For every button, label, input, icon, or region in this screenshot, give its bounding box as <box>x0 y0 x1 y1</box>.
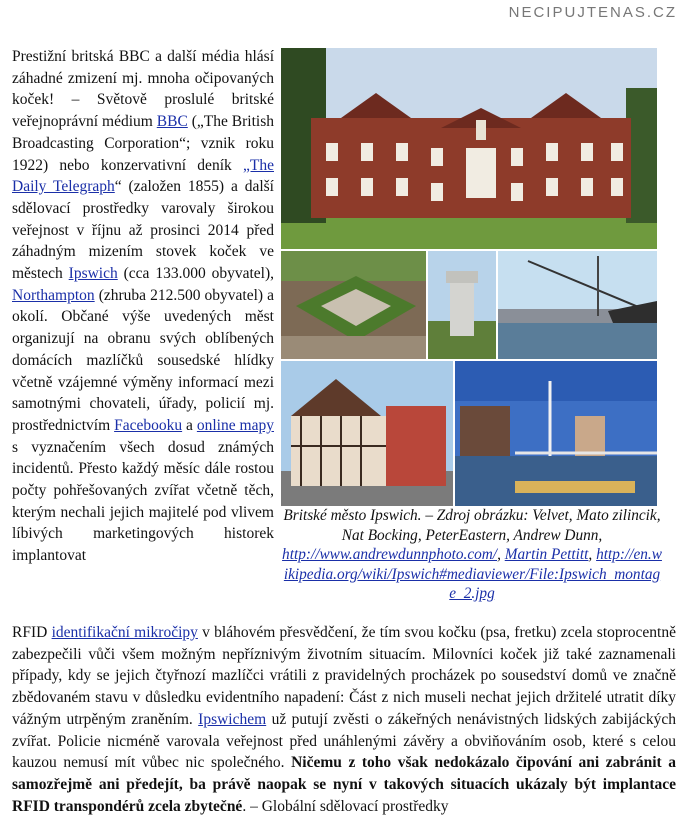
text-span: s vyznačením všech dosud známých incidentů. Přesto každý měsíc dále rostou počty pohřešovaných zvířat včetně těch, kterým nechali jejich majitelé pod vlivem líbivých marketingových historek implantovat <box>12 438 274 565</box>
article-full-width-text <box>12 622 676 817</box>
caption-separator: , <box>497 546 505 563</box>
water-tower-photo <box>428 251 496 359</box>
caption-separator: , <box>588 546 597 563</box>
text-span: Prestižní britská BBC a další média hlásí záhadné zmizení mj. mnoha očipovaných koček! – Světově proslulé britské veřejnoprávní médium <box>12 48 274 131</box>
text-span: “ (založen 1855) a další sdělovací prostředky varovaly širokou veřejnost v říjnu až prosinci 2014 před záhadným mizením stovek koček ve městech <box>12 178 274 283</box>
text-span: v bláhovém přesvědčení, že tím svou kočku (psa, fretku) zcela stoprocentně zabezpečili vůči všem možným nepříznivým životním situacím. Milovníci koček již také zaznamenali případy, kdy se jejich čtyřnozí mazlíčci vrátili z pravidelných procházek po sousedství domů ve značně zbědovaném stavu v důsledku evidentního napadení: Část z nich museli nechat jejich držitelé utratit díky vážným utrpěným zraněním. <box>12 624 676 728</box>
site-watermark: NECIPUJTENAS.CZ <box>508 4 677 21</box>
andrew-dunn-photo-link[interactable]: http://www.andrewdunnphoto.com/ <box>282 546 498 563</box>
aerial-view-photo <box>281 251 426 359</box>
online-map-link[interactable]: online mapy <box>196 416 274 434</box>
text-span: a <box>182 416 197 434</box>
text-span: (cca 133.000 obyvatel), <box>117 265 274 283</box>
photo-caption <box>281 506 663 604</box>
text-span: (zhruba 212.500 obyvatel) a okolí. Občané výše uvedených měst organizují na obranu svých oblíbených domácích mazlíčků sousedské hlídky včetně vzájemné výměny informací mezi samotnými chovateli, úřady, policií mj. prostřednictvím <box>12 286 274 434</box>
text-span: . – Globální sdělovací prostředky <box>242 797 449 815</box>
text-span: („The British Broadcasting Corporation“; vznik roku 1922) nebo konzervativní deník <box>12 113 275 174</box>
caption-text: Britské město Ipswich. – Zdroj obrázku: Velvet, Mato zilincik, Nat Bocking, PeterEastern, Andrew Dunn, <box>283 507 661 544</box>
facebook-link[interactable]: Facebooku <box>114 416 183 434</box>
identification-microchips-link[interactable]: identifikační mikročipy <box>51 624 198 641</box>
bold-statement: Ničemu z toho však nedokázalo čipování ani zabránit a samozřejmě ani předejít, ba právě naopak se nyní v takových situacích ukázaly být implantace RFID transpondérů zcela zbytečné <box>12 754 676 815</box>
martin-pettitt-link[interactable]: Martin Pettitt <box>504 546 589 563</box>
ancient-house-photo <box>281 361 453 506</box>
ipswich-link[interactable]: Ipswich <box>68 265 118 283</box>
ipswich-link-2[interactable]: Ipswichem <box>198 710 267 728</box>
text-span: už putují zvěsti o zákeřných nenávistných lidských zabijáckých zvířat. Policie nicméně varovala veřejnost před unáhlenými závěry a obviňováním osob, které s celou kauzou nemusí mít vůbec nic společného. <box>12 710 676 772</box>
northampton-link[interactable]: Northampton <box>12 286 95 304</box>
marina-ship-photo <box>498 251 657 359</box>
christchurch-mansion-photo <box>281 48 657 249</box>
waterfront-bridge-photo <box>455 361 657 506</box>
daily-telegraph-link[interactable]: „The Daily Telegraph <box>12 156 274 196</box>
text-span: RFID <box>12 624 52 641</box>
wikipedia-ipswich-montage-link[interactable]: http://en.wikipedia.org/wiki/Ipswich#mediaviewer/File:Ipswich_montage_2.jpg <box>283 546 662 602</box>
bbc-link[interactable]: BBC <box>156 113 188 131</box>
ipswich-photo-montage <box>281 48 657 506</box>
article-column-text <box>12 46 274 567</box>
